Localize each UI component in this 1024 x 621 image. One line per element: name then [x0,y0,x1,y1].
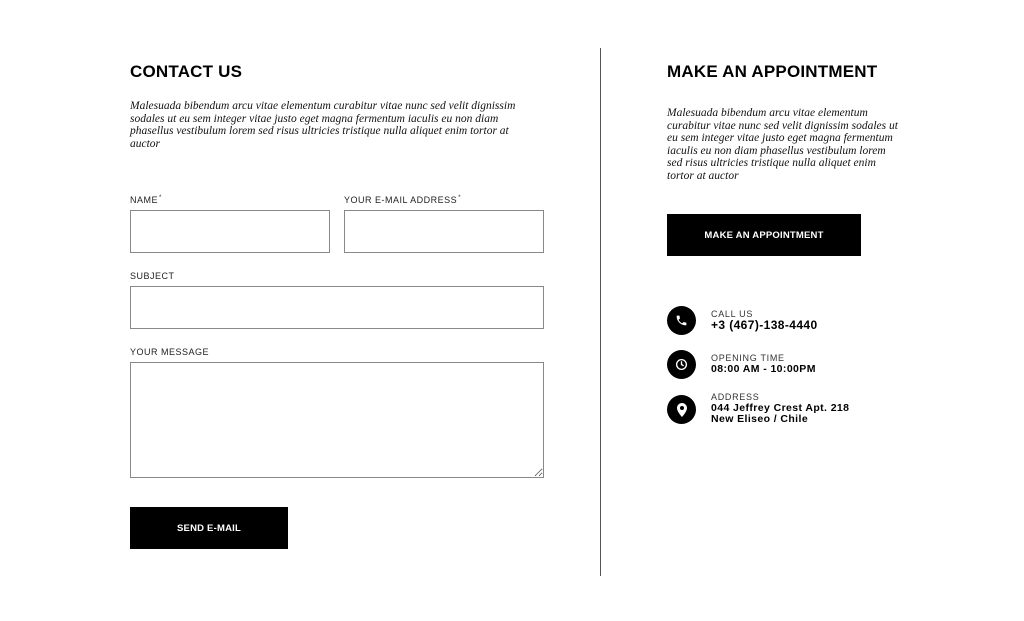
phone-number: +3 (467)-138-4440 [711,318,818,332]
contact-title: CONTACT US [130,62,243,81]
required-mark: * [159,195,162,201]
address-line-2: New Eliseo / Chile [711,413,809,425]
subject-label: SUBJECT [130,271,175,281]
name-label-text: NAME [130,195,159,205]
message-label: YOUR MESSAGE [130,347,210,357]
message-textarea[interactable] [130,362,544,478]
opening-hours: 08:00 AM - 10:00PM [711,363,816,375]
email-label-text: YOUR E-MAIL ADDRESS [344,195,458,205]
subject-field[interactable] [130,286,544,329]
contact-lead-text: Malesuada bibendum arcu vitae elementum curabitur vitae nunc sed velit dignissim sodales ut eu sem integer vitae justo eget magna fermentum iaculis eu non diam phasellus vestibulum lorem sed risus ultricies tristique nulla aliquet enim tortor at auctor [130,100,516,150]
appointment-lead-text: Malesuada bibendum arcu vitae elementum curabitur vitae nunc sed velit dignissim sodales ut eu sem integer vitae justo eget magna fermentum iaculis eu non diam phasellus vestibulum lorem sed risus ultricies tristique nulla aliquet enim tortor at auctor [667,107,898,182]
appointment-title: MAKE AN APPOINTMENT [667,62,878,81]
call-us-label: CALL US [711,309,754,319]
make-appointment-button[interactable]: MAKE AN APPOINTMENT [667,214,861,256]
address-label: ADDRESS [711,392,760,402]
email-label [344,195,461,205]
phone-icon [667,306,696,335]
location-pin-icon [667,395,696,424]
address-line-1: 044 Jeffrey Crest Apt. 218 [711,402,850,414]
name-field[interactable] [130,210,330,253]
send-email-button[interactable]: SEND E-MAIL [130,507,288,549]
clock-icon [667,350,696,379]
email-field[interactable] [344,210,544,253]
column-divider [600,48,601,576]
required-mark: * [458,195,462,201]
opening-time-label: OPENING TIME [711,353,785,363]
name-label [130,195,162,205]
